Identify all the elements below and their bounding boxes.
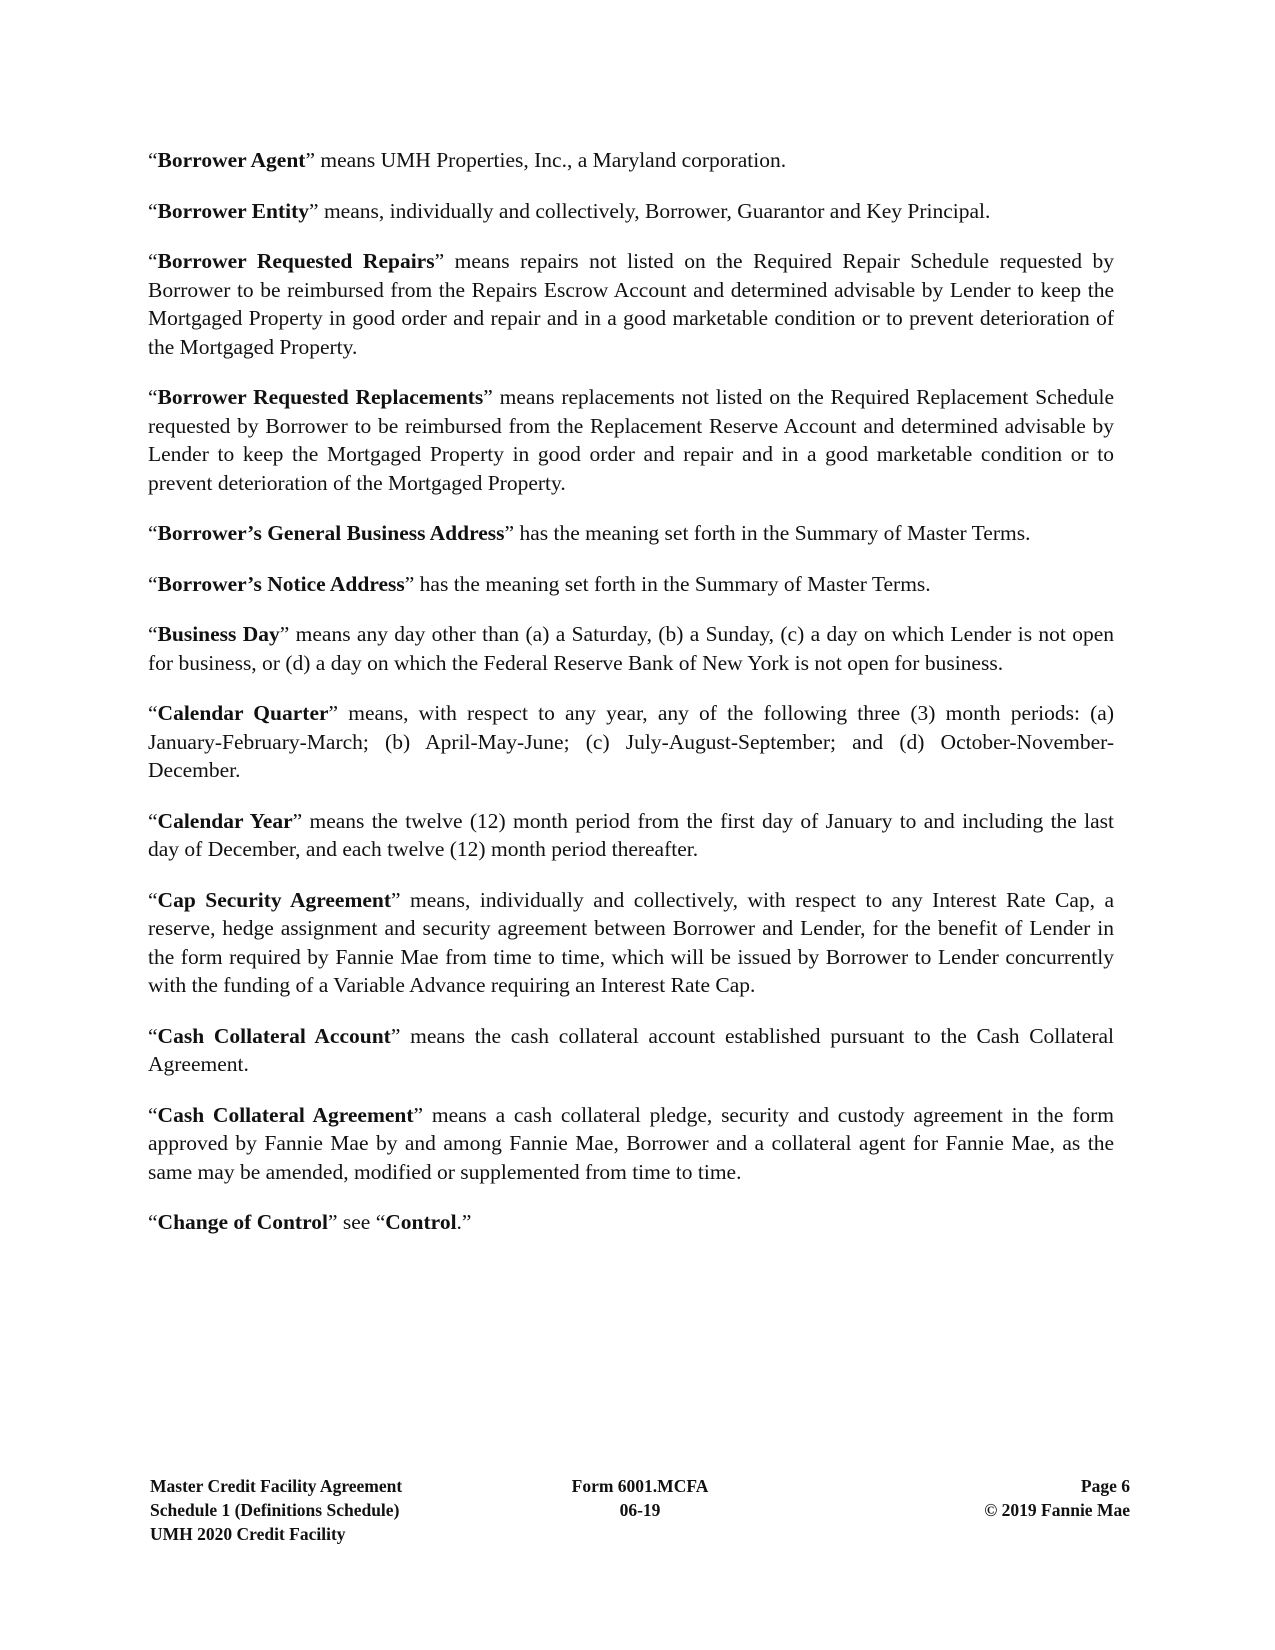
footer-agreement-name: Master Credit Facility Agreement bbox=[150, 1476, 403, 1496]
footer-form-number: Form 6001.MCFA bbox=[571, 1476, 709, 1496]
definition-text: means, individually and collectively, Borrower, Guarantor and Key Principal. bbox=[318, 198, 991, 223]
footer-page-info bbox=[984, 1474, 1130, 1522]
defined-term: Cash Collateral Agreement bbox=[157, 1102, 414, 1127]
defined-term: Borrower’s General Business Address bbox=[157, 521, 505, 545]
definition-borrowers-notice-address: “Borrower’s Notice Address” has the meaning set forth in the Summary of Master Terms. bbox=[148, 571, 931, 596]
see-text: see “ bbox=[337, 1210, 386, 1234]
footer-schedule-name: Schedule 1 (Definitions Schedule) bbox=[150, 1500, 400, 1520]
definition-calendar-quarter: “Calendar Quarter” means, with respect to any year, any of the following three (3) month periods: (a) January-February-March; (b) April-May-June; (c) July-August-September; and (d) October-November-December. bbox=[148, 701, 1114, 782]
definition-text: means UMH Properties, Inc., a Maryland corporation. bbox=[314, 148, 787, 172]
definition-cash-collateral-agreement: “Cash Collateral Agreement” means a cash collateral pledge, security and custody agreement in the form approved by Fannie Mae by and among Fannie Mae, Borrower and a collateral agent for Fannie Mae, as the same may be amended, modified or supplemented from time to time. bbox=[148, 1102, 1114, 1184]
footer-copyright: © 2019 Fannie Mae bbox=[984, 1500, 1130, 1520]
definition-cap-security-agreement: “Cap Security Agreement” means, individually and collectively, with respect to any Interest Rate Cap, a reserve, hedge assignment and security agreement between Borrower and Lender, for the benefit of Lender in the form required by Fannie Mae from time to time, which will be issued by Borrower to Lender concurrently with the funding of a Variable Advance requiring an Interest Rate Cap. bbox=[148, 887, 1114, 997]
definition-business-day: “Business Day” means any day other than (a) a Saturday, (b) a Sunday, (c) a day on which Lender is not open for business, or (d) a day on which the Federal Reserve Bank of New York is not open for business. bbox=[148, 622, 1114, 675]
definition-text: means the cash collateral account established pursuant to the Cash Collateral Agreement. bbox=[148, 1023, 1114, 1076]
definition-borrowers-general-business-address: “Borrower’s General Business Address” has the meaning set forth in the Summary of Master Terms. bbox=[148, 521, 1031, 545]
defined-term: Calendar Year bbox=[157, 808, 293, 833]
definitions-list bbox=[148, 146, 1114, 1259]
footer-form-info bbox=[530, 1474, 750, 1522]
definition-borrower-requested-repairs: “Borrower Requested Repairs” means repairs not listed on the Required Repair Schedule requested by Borrower to be reimbursed from the Repairs Escrow Account and determined advisable by Lender to keep the Mortgaged Property in good order and repair and in a good marketable condition or to prevent deterioration of the Mortgaged Property. bbox=[148, 249, 1115, 359]
defined-term: Borrower Agent bbox=[157, 148, 306, 172]
definition-text: has the meaning set forth in the Summary of Master Terms. bbox=[514, 521, 1031, 545]
footer-form-date: 06-19 bbox=[619, 1500, 661, 1520]
cross-reference-term: Control bbox=[385, 1210, 457, 1234]
definition-text: means, individually and collectively, with respect to any Interest Rate Cap, a reserve, hedge assignment and security agreement between Borrower and Lender, for the benefit of Lender in the form required by Fannie Mae from time to time, which will be issued by Borrower to Lender concurrently with the funding of a Variable Advance requiring an Interest Rate Cap. bbox=[148, 887, 1114, 997]
definition-text: has the meaning set forth in the Summary of Master Terms. bbox=[414, 571, 931, 596]
defined-term: Borrower’s Notice Address bbox=[157, 571, 405, 596]
footer-document-info bbox=[150, 1474, 402, 1546]
definition-text: means repairs not listed on the Required Repair Schedule requested by Borrower to be reimbursed from the Repairs Escrow Account and determined advisable by Lender to keep the Mortgaged Property in good order and repair and in a good marketable condition or to prevent deterioration of the Mortgaged Property. bbox=[148, 249, 1115, 359]
definition-borrower-agent: “Borrower Agent” means UMH Properties, Inc., a Maryland corporation. bbox=[148, 148, 787, 172]
defined-term: Calendar Quarter bbox=[157, 701, 329, 725]
defined-term: Cap Security Agreement bbox=[157, 887, 392, 912]
definition-borrower-requested-replacements: “Borrower Requested Replacements” means replacements not listed on the Required Replacement Schedule requested by Borrower to be reimbursed from the Replacement Reserve Account and determined advisable by Lender to keep the Mortgaged Property in good order and repair and in a good marketable condition or to prevent deterioration of the Mortgaged Property. bbox=[148, 385, 1115, 495]
footer-page-number: Page 6 bbox=[1080, 1476, 1130, 1496]
defined-term: Change of Control bbox=[157, 1210, 328, 1234]
defined-term: Cash Collateral Account bbox=[157, 1023, 391, 1048]
definition-text: means any day other than (a) a Saturday, (b) a Sunday, (c) a day on which Lender is not open for business, or (d) a day on which the Federal Reserve Bank of New York is not open for business. bbox=[148, 622, 1114, 675]
definition-text: means, with respect to any year, any of the following three (3) month periods: (a) January-February-March; (b) April-May-June; (c) July-August-September; and (d) October-November-December. bbox=[148, 701, 1114, 782]
definition-borrower-entity: “Borrower Entity” means, individually and collectively, Borrower, Guarantor and Key Principal. bbox=[148, 198, 991, 223]
defined-term: Borrower Requested Replacements bbox=[157, 385, 484, 409]
definition-text: means a cash collateral pledge, security and custody agreement in the form approved by Fannie Mae by and among Fannie Mae, Borrower and a collateral agent for Fannie Mae, as the same may be amended, modified or supplemented from time to time. bbox=[148, 1102, 1114, 1184]
footer-facility-name: UMH 2020 Credit Facility bbox=[150, 1524, 346, 1544]
defined-term: Borrower Requested Repairs bbox=[157, 249, 435, 273]
defined-term: Borrower Entity bbox=[157, 198, 310, 223]
definition-text: means the twelve (12) month period from the first day of January to and including the last day of December, and each twelve (12) month period thereafter. bbox=[148, 808, 1114, 861]
defined-term: Business Day bbox=[157, 622, 280, 646]
definition-cash-collateral-account: “Cash Collateral Account” means the cash collateral account established pursuant to the Cash Collateral Agreement. bbox=[148, 1023, 1114, 1076]
definition-change-of-control: “Change of Control” see “Control.” bbox=[148, 1210, 472, 1234]
definition-text: means replacements not listed on the Required Replacement Schedule requested by Borrower to be reimbursed from the Replacement Reserve Account and determined advisable by Lender to keep the Mortgaged Property in good order and repair and in a good marketable condition or to prevent deterioration of the Mortgaged Property. bbox=[148, 385, 1115, 495]
definition-calendar-year: “Calendar Year” means the twelve (12) month period from the first day of January to and including the last day of December, and each twelve (12) month period thereafter. bbox=[148, 808, 1114, 861]
